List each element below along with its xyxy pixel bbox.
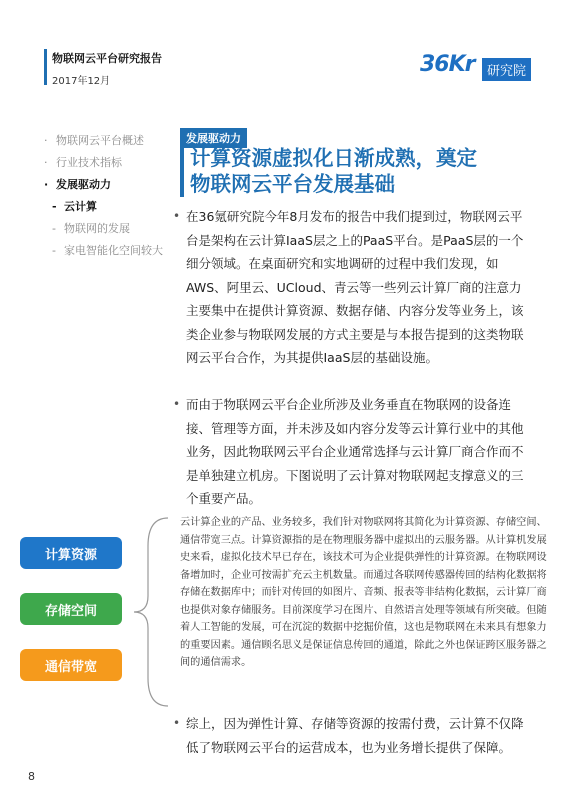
toc-marker: - xyxy=(52,244,56,257)
bullet-icon: • xyxy=(173,716,181,730)
toc-marker: - xyxy=(52,200,57,213)
toc-marker: · xyxy=(44,178,49,191)
pill-bandwidth: 通信带宽 xyxy=(20,649,122,681)
paragraph-3 xyxy=(173,712,526,759)
paragraph-1-text: 在36氪研究院今年8月发布的报告中我们提到过，物联网云平台是架构在云计算IaaS层之上的PaaS平台。是PaaS层的一个细分领域。在桌面研究和实地调研的过程中我们发现，如AWS、阿里云、UCloud、青云等一些列云计算厂商的注意力主要集中在提供计算资源、数据存储、内容分发等业务上，该类企业参与物联网发展的方式主要是与本报告提到的这类物联网云平台合作，为其提供IaaS层的基础设施。 xyxy=(186,209,524,365)
page-number: 8 xyxy=(28,770,35,783)
bullet-icon: • xyxy=(173,397,181,411)
paragraph-1 xyxy=(173,205,526,370)
toc-item[interactable] xyxy=(44,196,179,218)
toc-label: 发展驱动力 xyxy=(56,178,111,191)
toc-label: 物联网云平台概述 xyxy=(56,134,144,147)
title-accent-bar xyxy=(180,147,184,197)
bullet-icon: • xyxy=(173,209,181,223)
toc-item[interactable] xyxy=(44,174,179,196)
paragraph-2 xyxy=(173,393,526,511)
toc-item[interactable] xyxy=(44,130,179,152)
diagram-description: 云计算企业的产品、业务较多，我们针对物联网将其简化为计算资源、存储空间、通信带宽三点。计算资源指的是在物理服务器中虚拟出的云服务器。从计算机发展史来看，虚拟化技术早已存在，该技术可为企业提供弹性的计算资源。在物联网设备增加时，企业可按需扩充云主机数量。而通过各联网传感器传回的结构化数据将存储在数据库中；而针对传回的如图片、音频、报表等非结构化数据，云计算厂商也提供对象存储服务。目前深度学习在图片、自然语言处理等领域有所突破。但随着人工智能的发展，可在沉淀的数据中挖掘价值，这也是物联网在未来具有想象力的重要因素。通信顾名思义是保证信息传回的通道，除此之外也保证跨区服务器之间的通信需求。 xyxy=(180,517,547,668)
toc-label: 物联网的发展 xyxy=(64,222,130,235)
toc-item[interactable] xyxy=(44,152,179,174)
toc-item[interactable] xyxy=(44,240,179,262)
pill-storage: 存储空间 xyxy=(20,593,122,625)
toc-label: 家电智能化空间较大 xyxy=(64,244,163,257)
table-of-contents xyxy=(44,130,179,262)
title-line-1: 计算资源虚拟化日渐成熟，奠定 xyxy=(190,146,477,170)
report-date: 2017年12月 xyxy=(52,76,111,87)
toc-marker: · xyxy=(44,156,48,169)
toc-item[interactable] xyxy=(44,218,179,240)
toc-marker: · xyxy=(44,134,48,147)
toc-marker: - xyxy=(52,222,56,235)
toc-label: 云计算 xyxy=(64,200,97,213)
logo-text: 研究院 xyxy=(482,58,531,81)
paragraph-2-text: 而由于物联网云平台企业所涉及业务垂直在物联网的设备连接、管理等方面，并未涉及如内容分发等云计算行业中的其他业务，因此物联网云平台企业通常选择与云计算厂商合作而不是单独建立机房。下图说明了云计算对物联网起支撑意义的三个重要产品。 xyxy=(186,397,524,506)
toc-label: 行业技术指标 xyxy=(56,156,122,169)
paragraph-3-text: 综上，因为弹性计算、存储等资源的按需付费，云计算不仅降低了物联网云平台的运营成本，也为业务增长提供了保障。 xyxy=(186,716,524,755)
brace-connector xyxy=(128,516,178,708)
logo-mark: 36Kr xyxy=(420,52,475,77)
header-accent-bar xyxy=(44,49,47,85)
report-title: 物联网云平台研究报告 xyxy=(52,52,162,65)
logo xyxy=(420,46,540,86)
title-line-2: 物联网云平台发展基础 xyxy=(190,172,395,196)
pill-compute: 计算资源 xyxy=(20,537,122,569)
page-title xyxy=(190,145,520,197)
section-tag: 发展驱动力 xyxy=(180,128,247,148)
